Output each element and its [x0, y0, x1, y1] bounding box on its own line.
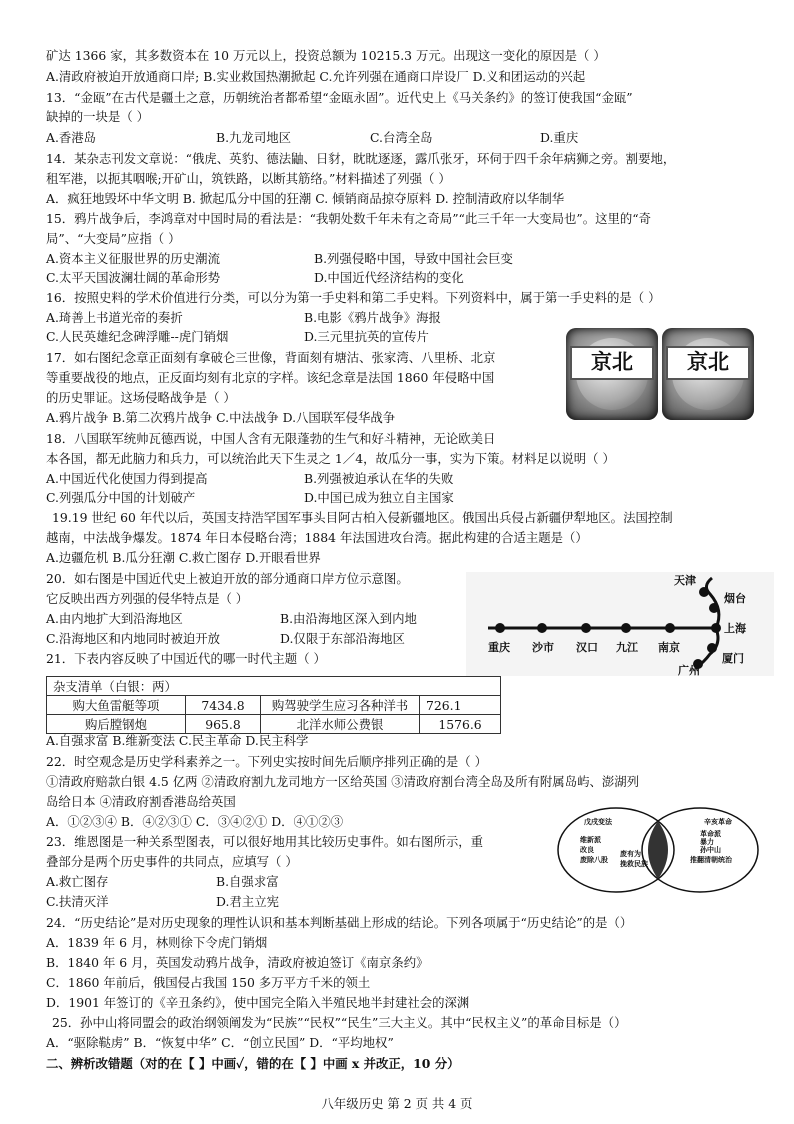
medal-image-right [662, 328, 754, 420]
option-15a: A.资本主义征服世界的历史潮流 [46, 251, 220, 266]
city-label: 天津 [674, 574, 696, 587]
venn-left-item: 废除八股 [580, 856, 608, 864]
question-20: 20．如右图是中国近代史上被迫开放的部分通商口岸方位示意图。 [46, 571, 409, 586]
option-23a: A.救亡图存 [46, 874, 109, 889]
city-dot [665, 623, 675, 633]
option-24c: C．1860 年前后，俄国侵占我国 150 多万平方千米的领土 [46, 975, 371, 990]
city-label: 沙市 [532, 641, 554, 654]
option-16d: D.三元里抗英的宣传片 [304, 329, 429, 344]
option-23d: D.君主立宪 [216, 894, 279, 909]
option-18c: C.列强瓜分中国的计划破产 [46, 490, 196, 505]
venn-right-title: 辛亥革命 [704, 818, 732, 826]
question-17: 17．如右图纪念章正面刻有拿破仑三世像，背面刻有塘沽、张家湾、八里桥、北京 [46, 350, 496, 365]
option-18b: B.列强被迫承认在华的失败 [304, 471, 454, 486]
table-cell: 购后膛钢炮 [47, 715, 186, 734]
city-dot [707, 643, 717, 653]
text-line: ①清政府赔款白银 4.5 亿两 ②清政府割九龙司地方一区给英国 ③清政府割台湾全岛及所有附属岛屿、澎湖列 [46, 774, 640, 789]
option-24b: B．1840 年 6 月，英国发动鸦片战争，清政府被迫签订《南京条约》 [46, 955, 429, 970]
table-row [47, 677, 501, 696]
section-heading: 二、辨析改错题（对的在【 】中画✓，错的在【 】中画 x 并改正，10 分） [46, 1056, 460, 1071]
city-label: 广州 [678, 664, 700, 676]
venn-overlap-item: 挽救民族 [620, 860, 648, 868]
question-15: 15．鸦片战争后，李鸿章对中国时局的看法是：“我朝处数千年未有之奇局”“此三千年一大变局也”。这里的“奇 [46, 211, 652, 226]
venn-left-item: 改良 [580, 846, 594, 854]
question-14-options: A．疯狂地毁坏中华文明 B. 掀起瓜分中国的狂潮 C. 倾销商品掠夺原料 D. 控制清政府以华制华 [46, 191, 565, 206]
option-16b: B.电影《鸦片战争》海报 [304, 310, 441, 325]
city-dot [709, 603, 719, 613]
table-cell: 726.1 [420, 696, 501, 715]
question-19-options: A.边疆危机 B.瓜分狂潮 C.救亡图存 D.开眼看世界 [46, 550, 321, 565]
text-line: 局”、“大变局”应指（ ） [46, 231, 181, 246]
option-23c: C.扶清灭洋 [46, 894, 109, 909]
table-cell: 965.8 [186, 715, 261, 734]
question-16: 16．按照史料的学术价值进行分类，可以分为第一手史料和第二手史料。下列资料中，属于第一手史料的是（ ） [46, 290, 661, 305]
option-13a: A.香港岛 [46, 130, 97, 145]
option-20b: B.由沿海地区深入到内地 [280, 611, 417, 626]
question-14: 14．某杂志刊发文章说：“俄虎、英豹、德法鼬、日豺，眈眈逐逐，露爪张牙，环伺于四千余年病狮之旁。割要地， [46, 151, 676, 166]
treaty-ports-map [466, 572, 774, 676]
option-16c: C.人民英雄纪念碑浮雕--虎门销烟 [46, 329, 229, 344]
option-18a: A.中国近代化使国力得到提高 [46, 471, 208, 486]
text-line: 叠部分是两个历史事件的共同点，应填写（ ） [46, 854, 298, 869]
city-dot [621, 623, 631, 633]
table-cell: 7434.8 [186, 696, 261, 715]
venn-right-extra: 推翻清朝统治 [690, 856, 732, 864]
city-dot [495, 623, 505, 633]
table-cell: 购大鱼雷艇等项 [47, 696, 186, 715]
city-label: 南京 [658, 641, 680, 654]
option-15b: B.列强侵略中国，导致中国社会巨变 [314, 251, 513, 266]
city-dot [711, 623, 721, 633]
table-cell: 购驾驶学生应习各种洋书 [261, 696, 420, 715]
city-label: 重庆 [488, 641, 510, 654]
option-20d: D.仅限于东部沿海地区 [280, 631, 405, 646]
venn-right-item: 革命派 [700, 830, 721, 838]
question-19: 19.19 世纪 60 年代以后，英国支持浩罕国军事头目阿古柏入侵新疆地区。俄国出兵侵占新疆伊犁地区。法国控制 [52, 510, 673, 525]
question-12-options: A.清政府被迫开放通商口岸; B.实业救国热潮掀起 C.允许列强在通商口岸设厂 D.义和团运动的兴起 [46, 69, 586, 84]
option-15d: D.中国近代经济结构的变化 [314, 270, 464, 285]
city-label: 上海 [724, 622, 746, 635]
text-line: 矿达 1366 家，其多数资本在 10 万元以上，投资总额为 10215.3 万元。出现这一变化的原因是（ ） [46, 48, 606, 63]
option-16a: A.琦善上书道光帝的奏折 [46, 310, 183, 325]
option-15c: C.太平天国波澜壮阔的革命形势 [46, 270, 221, 285]
city-label: 烟台 [724, 592, 746, 605]
option-20a: A.由内地扩大到沿海地区 [46, 611, 183, 626]
text-line: 等重要战役的地点，正反面均刻有北京的字样。该纪念章是法国 1860 年侵略中国 [46, 370, 495, 385]
text-line: 它反映出西方列强的侵华特点是（ ） [46, 591, 249, 606]
table-cell: 1576.6 [420, 715, 501, 734]
medal-label: 京北 [666, 346, 750, 380]
option-24a: A．1839 年 6 月，林则徐下令虎门销烟 [46, 935, 268, 950]
venn-overlap [648, 821, 668, 879]
option-13b: B.九龙司地区 [216, 130, 291, 145]
question-25: 25．孙中山将同盟会的政治纲领阐发为“民族”“民权”“民生”三大主义。其中“民权主义”的革命目标是（） [52, 1015, 627, 1030]
table-row [47, 715, 501, 734]
table-row [47, 696, 501, 715]
option-18d: D.中国已成为独立自主国家 [304, 490, 454, 505]
option-13c: C.台湾全岛 [370, 130, 433, 145]
question-22: 22．时空观念是历史学科素养之一。下列史实按时间先后顺序排列正确的是（ ） [46, 754, 487, 769]
question-13: 13．“金瓯”在古代是疆土之意，历朝统治者都希望“金瓯永固”。近代史上《马关条约》的签订使我国“金瓯” [46, 90, 633, 105]
text-line: 缺掉的一块是（ ） [46, 109, 150, 124]
question-18: 18．八国联军统帅瓦德西说，中国人含有无限蓬勃的生气和好斗精神，无论欧美日 [46, 431, 496, 446]
city-dot [699, 587, 709, 597]
page-footer: 八年级历史 第 2 页 共 4 页 [321, 1096, 473, 1111]
medal-label: 京北 [570, 346, 654, 380]
question-24: 24．“历史结论”是对历史现象的理性认识和基本判断基础上形成的结论。下列各项属于“历史结论”的是（） [46, 915, 633, 930]
venn-right-item: 暴力 [700, 838, 714, 846]
text-line: 租军港，以扼其咽喉;开矿山，筑铁路，以断其筋络。”材料描述了列强（ ） [46, 171, 451, 186]
venn-left-title: 戊戌变法 [584, 818, 612, 826]
question-21-options: A.自强求富 B.维新变法 C.民主革命 D.民主科学 [46, 733, 309, 748]
option-24d: D．1901 年签订的《辛丑条约》，使中国完全陷入半殖民地半封建社会的深渊 [46, 995, 470, 1010]
question-21: 21．下表内容反映了中国近代的哪一时代主题（ ） [46, 651, 326, 666]
question-17-options: A.鸦片战争 B.第二次鸦片战争 C.中法战争 D.八国联军侵华战争 [46, 410, 396, 425]
question-25-options: A．“驱除鞑虏” B．“恢复中华” C．“创立民国” D．“平均地权” [46, 1035, 394, 1050]
city-label: 汉口 [576, 641, 598, 654]
venn-left-item: 维新派 [580, 836, 601, 844]
city-dot [537, 623, 547, 633]
question-22-options: A．①②③④ B．④②③① C．③④②① D．④①②③ [46, 814, 344, 829]
table-title: 杂支清单（白银：两） [47, 677, 501, 696]
question-23: 23．维恩图是一种关系型图表，可以很好地用其比较历史事件。如右图所示，重 [46, 834, 484, 849]
medal-image-left [566, 328, 658, 420]
expense-ledger-table [46, 676, 501, 734]
option-20c: C.沿海地区和内地同时被迫开放 [46, 631, 221, 646]
table-cell: 北洋水师公费银 [261, 715, 420, 734]
venn-right-item: 孙中山 [700, 846, 721, 854]
city-label: 九江 [616, 641, 638, 654]
option-13d: D.重庆 [540, 130, 579, 145]
text-line: 岛给日本 ④清政府割香港岛给英国 [46, 794, 236, 809]
city-dot [581, 623, 591, 633]
city-label: 厦门 [722, 652, 744, 665]
venn-overlap-item: 废有为 [620, 850, 641, 858]
venn-diagram [554, 804, 762, 896]
text-line: 越南，中法战争爆发。1874 年日本侵略台湾；1884 年法国进攻台湾。据此构建的合适主题是（） [46, 530, 588, 545]
option-23b: B.自强求富 [216, 874, 279, 889]
text-line: 的历史罪证。这场侵略战争是（ ） [46, 390, 236, 405]
text-line: 本各国，都无此脑力和兵力，可以统治此天下生灵之 1／4，故瓜分一事，实为下策。材料足以说明（ ） [46, 451, 615, 466]
